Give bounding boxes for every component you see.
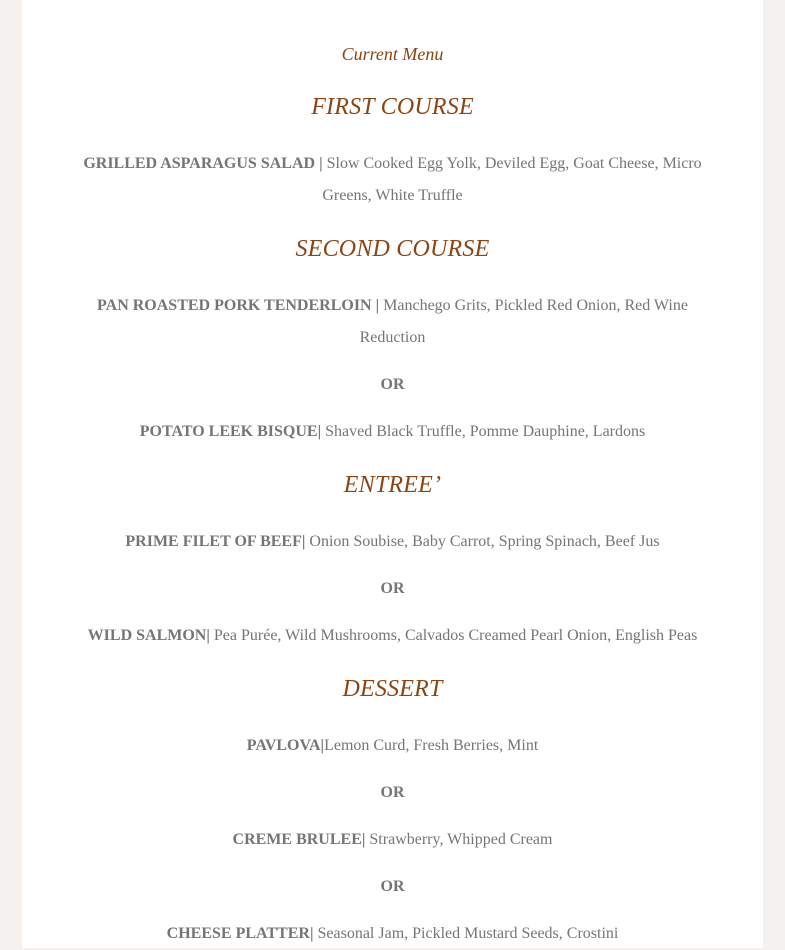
or-divider: OR	[380, 376, 405, 393]
dish-separator: |	[375, 297, 384, 314]
dish-name: CREME BRULEE	[232, 831, 362, 848]
dish-description: Pea Purée, Wild Mushrooms, Calvados Creamed Pearl Onion, English Peas	[213, 627, 698, 644]
course-heading-dessert: DESSERT	[342, 676, 443, 702]
dish-separator: |	[317, 423, 326, 440]
dish-potato-leek-bisque	[77, 416, 708, 448]
or-divider: OR	[380, 580, 405, 597]
dish-separator: |	[301, 533, 310, 550]
or-divider: OR	[380, 878, 405, 895]
dish-separator: |	[206, 627, 214, 644]
dish-name: PAN ROASTED PORK TENDERLOIN	[97, 297, 376, 314]
dish-pavlova	[77, 730, 708, 762]
dish-separator: |	[361, 831, 370, 848]
dish-description: Onion Soubise, Baby Carrot, Spring Spinach, Beef Jus	[309, 533, 660, 550]
dish-description: Shaved Black Truffle, Pomme Dauphine, Lardons	[325, 423, 646, 440]
dish-name: PRIME FILET OF BEEF	[125, 533, 302, 550]
dish-name: GRILLED ASPARAGUS SALAD	[83, 155, 320, 172]
dish-separator: |	[320, 737, 325, 754]
dish-name: CHEESE PLATTER	[166, 925, 310, 942]
dish-description: Strawberry, Whipped Cream	[369, 831, 553, 848]
dish-cheese-platter	[77, 918, 708, 950]
course-heading-first: FIRST COURSE	[311, 94, 474, 120]
dish-prime-filet-of-beef	[77, 526, 708, 558]
course-heading-second: SECOND COURSE	[295, 236, 490, 262]
menu-card	[22, 0, 763, 948]
dish-description: Lemon Curd, Fresh Berries, Mint	[324, 737, 539, 754]
or-divider: OR	[380, 784, 405, 801]
dish-separator: |	[319, 155, 327, 172]
dish-description: Slow Cooked Egg Yolk, Deviled Egg, Goat Cheese, Micro Greens, White Truffle	[322, 155, 702, 204]
dish-name: PAVLOVA	[246, 737, 321, 754]
dish-description: Manchego Grits, Pickled Red Onion, Red Wine Reduction	[359, 297, 688, 346]
dish-creme-brulee	[77, 824, 708, 856]
dish-name: WILD SALMON	[87, 627, 207, 644]
dish-separator: |	[309, 925, 318, 942]
dish-wild-salmon	[77, 620, 708, 652]
dish-description: Seasonal Jam, Pickled Mustard Seeds, Crostini	[317, 925, 619, 942]
dish-pan-roasted-pork-tenderloin	[77, 290, 708, 354]
dish-name: POTATO LEEK BISQUE	[139, 423, 318, 440]
course-heading-entree: ENTREE’	[343, 472, 442, 498]
menu-title: Current Menu	[341, 44, 444, 64]
dish-grilled-asparagus-salad	[77, 148, 708, 212]
